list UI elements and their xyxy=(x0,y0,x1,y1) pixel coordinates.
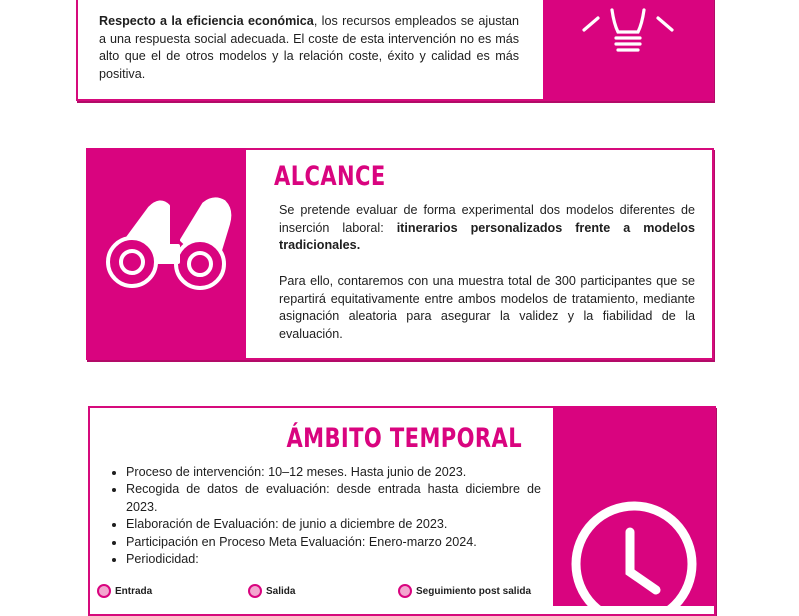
efficiency-text: , los recursos empleados se ajustan a una respuesta social adecuada. El coste de esta intervención no es más alto que el de otros modelos y la relación coste, éxito y calidad es más positiva. xyxy=(99,14,519,81)
ambito-bullet: • Elaboración de Evaluación: de junio a diciembre de 2023. xyxy=(126,516,541,533)
alcance-paragraph-2: Para ello, contaremos con una muestra total de 300 participantes que se repartirá equitativamente entre ambos modelos de tratamiento, mediante asignación aleatoria para asegurar la validez y la fiabilidad de la evaluación. xyxy=(279,274,695,341)
legend-dot-icon xyxy=(248,584,262,598)
alcance-p1-text: Se pretende evaluar de forma experimental dos modelos diferentes de inserción laboral: xyxy=(279,203,695,235)
alcance-p1-bold: itinerarios personalizados frente a modelos tradicionales. xyxy=(279,220,695,253)
ambito-title: ÁMBITO TEMPORAL xyxy=(286,423,522,454)
binoculars-icon xyxy=(96,190,238,300)
legend-entrada xyxy=(97,584,152,598)
ambito-bullet: • Participación en Proceso Meta Evaluación: Enero-marzo 2024. xyxy=(126,534,541,551)
legend-label: Entrada xyxy=(115,585,153,597)
ambito-list xyxy=(109,464,541,568)
ambito-bullet: • Periodicidad: xyxy=(126,551,541,568)
ambito-bullet: • Recogida de datos de evaluación: desde entrada hasta diciembre de 2023. xyxy=(126,481,541,516)
lightbulb-icon xyxy=(578,0,678,58)
legend-seguimiento xyxy=(398,584,531,598)
efficiency-paragraph xyxy=(99,13,519,83)
legend-label: Salida xyxy=(266,585,296,597)
alcance-title: ALCANCE xyxy=(274,161,386,192)
legend-dot-icon xyxy=(398,584,412,598)
ambito-bullet: • Proceso de intervención: 10–12 meses. Hasta junio de 2023. xyxy=(126,464,541,481)
efficiency-lead: Respecto a la eficiencia económica xyxy=(99,14,314,28)
legend-salida xyxy=(248,584,295,598)
legend-label: Seguimiento post salida xyxy=(416,585,532,597)
alcance-paragraph-1 xyxy=(279,202,695,255)
clock-icon xyxy=(566,498,706,608)
legend-dot-icon xyxy=(97,584,111,598)
